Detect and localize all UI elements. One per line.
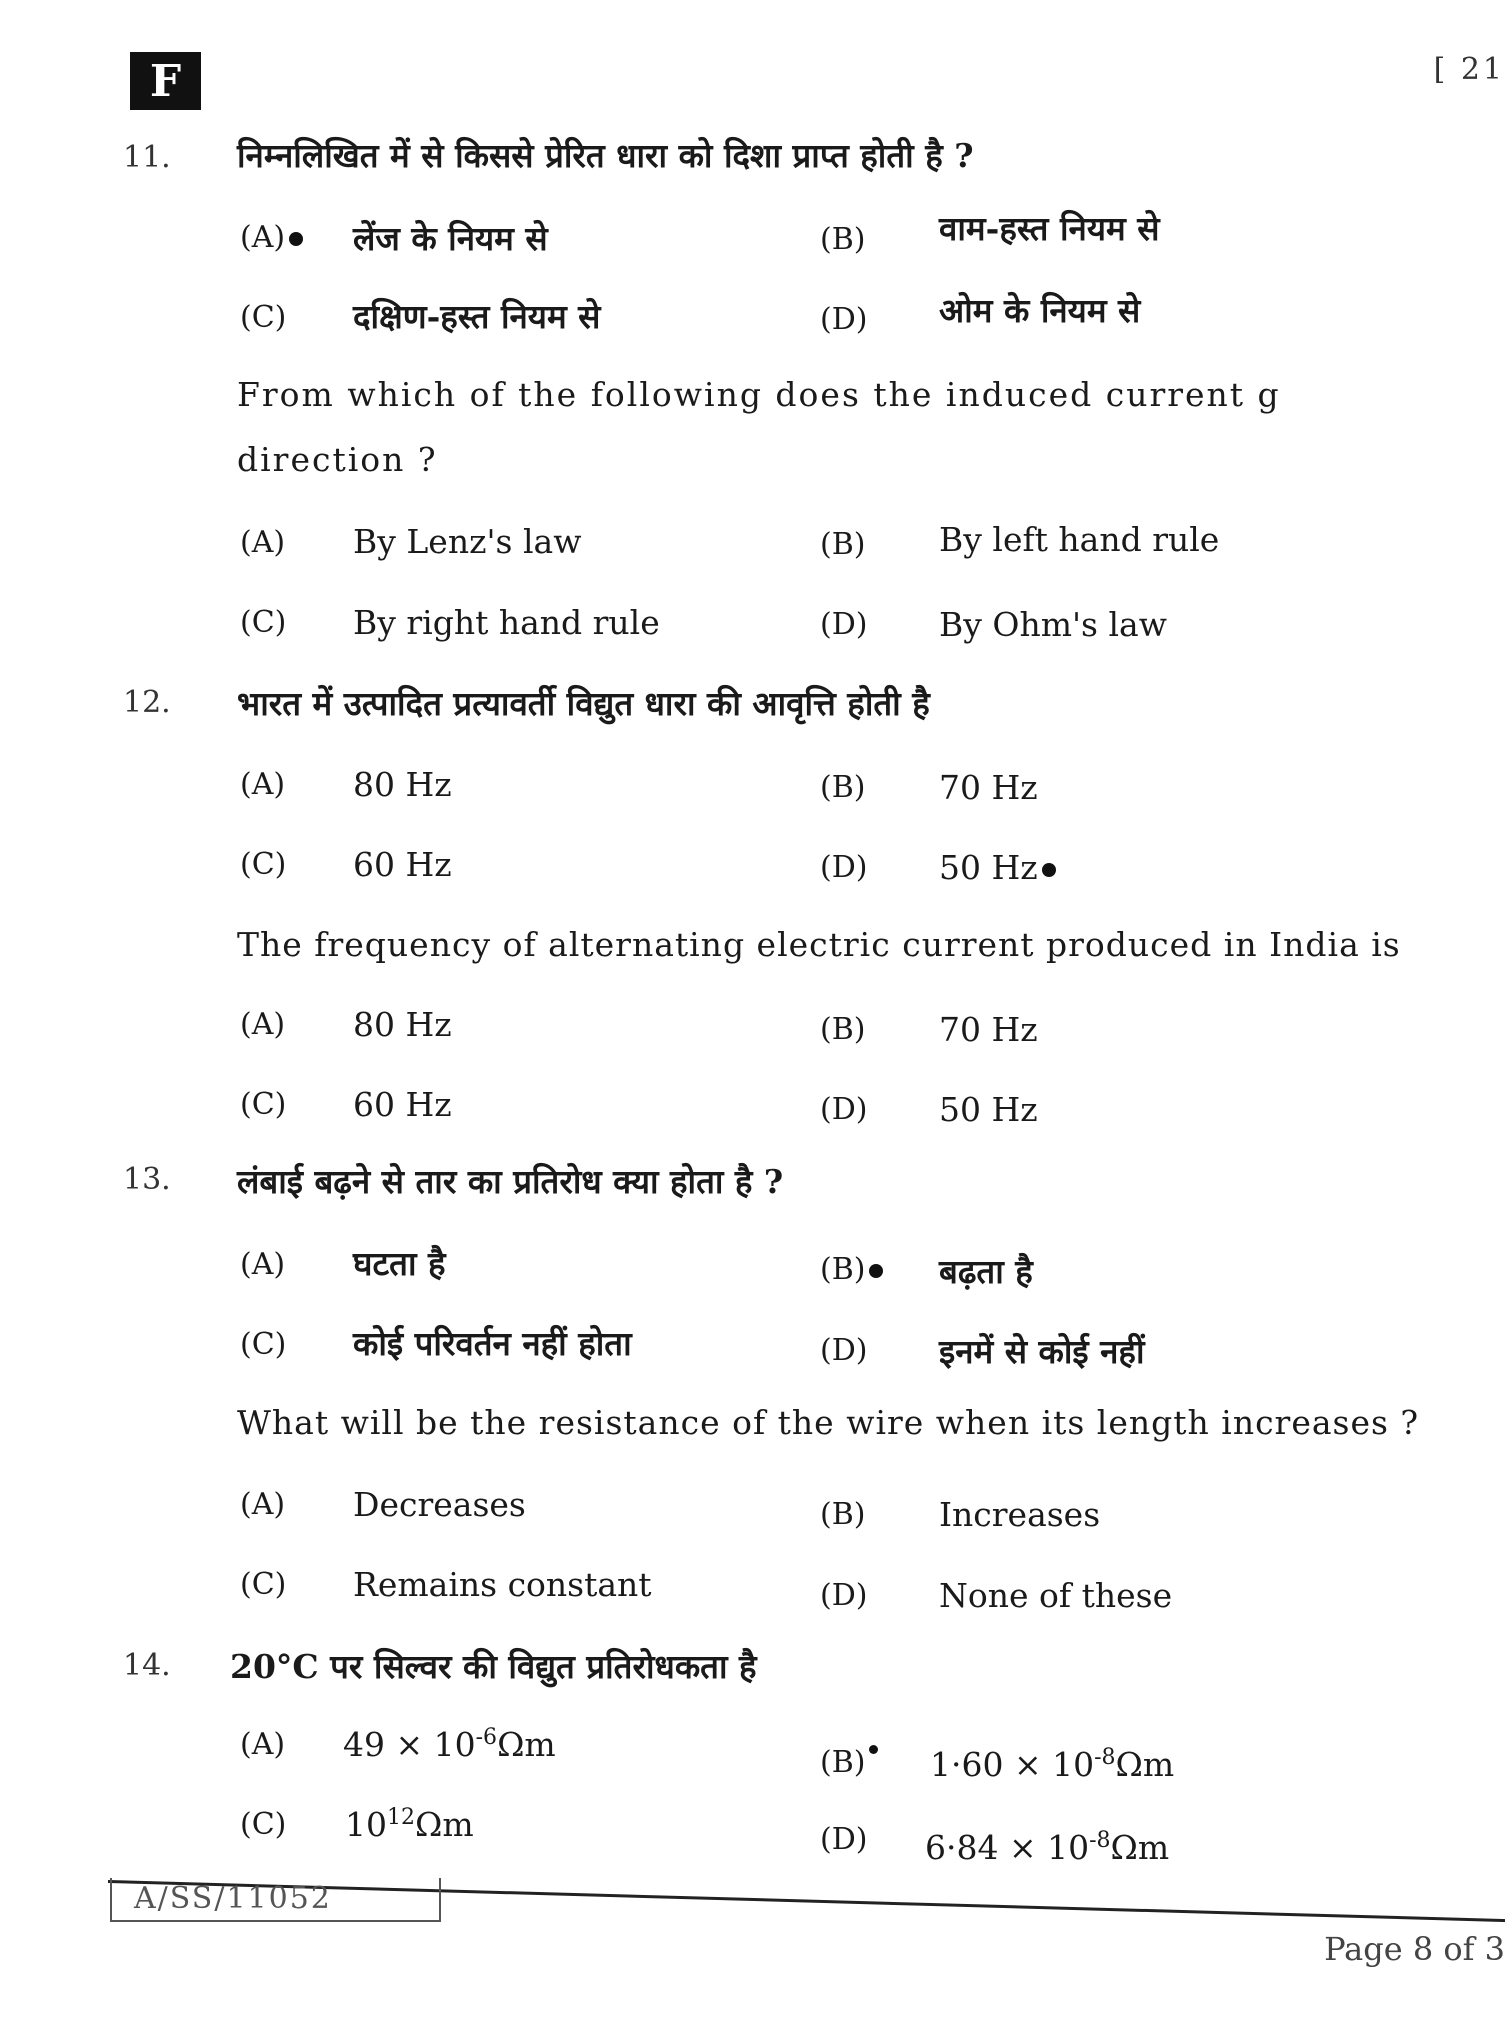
question-text-hindi: निम्नलिखित में से किससे प्रेरित धारा को दिशा प्राप्त होती है ? [237, 136, 974, 175]
paper-code: A/SS/11052 [110, 1878, 441, 1922]
option-text: लेंज के नियम से [353, 219, 548, 258]
option-label: (C) [240, 1807, 287, 1842]
option-label: (A) [240, 220, 303, 255]
question-number: 13. [123, 1162, 171, 1197]
option-label: (A) [240, 1727, 286, 1762]
option-label: (B) [820, 527, 866, 562]
question-number: 14. [123, 1648, 171, 1683]
option-text: दक्षिण-हस्त नियम से [353, 297, 601, 336]
option-label: (A) [240, 1007, 286, 1042]
question-text-hindi: 20°C पर सिल्वर की विद्युत प्रतिरोधकता है [230, 1647, 757, 1686]
option-text: By left hand rule [939, 520, 1220, 559]
question-number: 12. [123, 685, 171, 720]
option-text: $1\cdot 60 \times 10^{-8}\Omega m$ [930, 1745, 1175, 1784]
option-text: कोई परिवर्तन नहीं होता [353, 1324, 632, 1363]
option-text: By Lenz's law [353, 522, 582, 561]
option-label: (C) [240, 1087, 287, 1122]
page-reference: [ 21 [1433, 52, 1505, 87]
option-label: (A) [240, 1487, 286, 1522]
question-text-english: The frequency of alternating electric current produced in India is [237, 925, 1401, 964]
question-text-hindi: भारत में उत्पादित प्रत्यावर्ती विद्युत धारा की आवृत्ति होती है [237, 684, 930, 723]
question-text-english: What will be the resistance of the wire when its length increases ? [237, 1403, 1420, 1442]
page-number: Page 8 of 3 [1324, 1930, 1505, 1968]
option-label: (D) [820, 850, 868, 885]
question-number: 11. [123, 140, 171, 175]
option-text: 70 Hz [939, 1010, 1038, 1049]
answer-mark-icon [869, 1745, 878, 1754]
question-text-hindi: लंबाई बढ़ने से तार का प्रतिरोध क्या होता है ? [237, 1162, 784, 1201]
option-label: (D) [820, 1822, 868, 1857]
option-text: Remains constant [353, 1565, 652, 1604]
option-text: By right hand rule [353, 603, 660, 642]
option-text: By Ohm's law [939, 605, 1167, 644]
option-text: वाम-हस्त नियम से [939, 209, 1160, 248]
option-text: $10^{12}\Omega m$ [345, 1805, 474, 1844]
option-text: 50 Hz [939, 1090, 1038, 1129]
option-label: (C) [240, 1567, 287, 1602]
option-label: (B) [820, 1745, 878, 1780]
option-text: Increases [939, 1495, 1101, 1534]
option-label: (D) [820, 1333, 868, 1368]
answer-mark-icon [1042, 863, 1056, 877]
option-text: बढ़ता है [939, 1252, 1033, 1291]
option-label: (C) [240, 605, 287, 640]
option-label: (D) [820, 1578, 868, 1613]
option-text: 50 Hz [939, 848, 1056, 887]
option-text: 60 Hz [353, 1085, 452, 1124]
option-text: $6\cdot 84 \times 10^{-8}\Omega m$ [925, 1828, 1170, 1867]
question-text-english: From which of the following does the induced current g [237, 375, 1281, 414]
option-text: 60 Hz [353, 845, 452, 884]
option-label: (D) [820, 302, 868, 337]
option-label: (B) [820, 222, 866, 257]
option-text: इनमें से कोई नहीं [939, 1332, 1145, 1371]
option-label: (A) [240, 525, 286, 560]
set-badge: F [130, 52, 201, 110]
option-label: (C) [240, 1327, 287, 1362]
option-label: (D) [820, 607, 868, 642]
option-text: 70 Hz [939, 768, 1038, 807]
option-text: Decreases [353, 1485, 526, 1524]
question-text-english: direction ? [237, 440, 438, 479]
option-text: ओम के नियम से [939, 291, 1141, 330]
option-text: घटता है [353, 1244, 446, 1283]
option-label: (A) [240, 1247, 286, 1282]
answer-mark-icon [869, 1264, 883, 1278]
option-text: 80 Hz [353, 1005, 452, 1044]
option-label: (B) [820, 1012, 866, 1047]
option-label: (B) [820, 1252, 883, 1287]
option-text: 80 Hz [353, 765, 452, 804]
answer-mark-icon [289, 232, 303, 246]
option-text: $49 \times 10^{-6}\Omega m$ [343, 1725, 556, 1764]
option-label: (C) [240, 847, 287, 882]
option-label: (B) [820, 770, 866, 805]
option-text: None of these [939, 1576, 1173, 1615]
option-label: (A) [240, 767, 286, 802]
option-label: (D) [820, 1092, 868, 1127]
option-label: (C) [240, 300, 287, 335]
option-label: (B) [820, 1497, 866, 1532]
